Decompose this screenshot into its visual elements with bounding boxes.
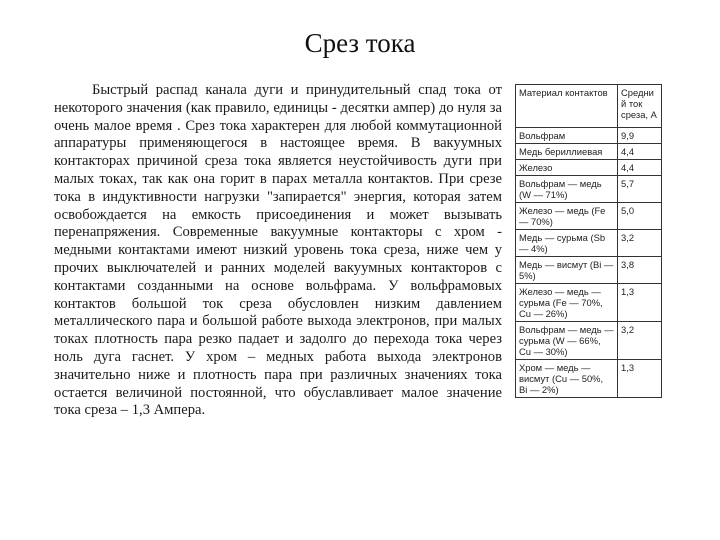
table-row — [516, 176, 662, 203]
table-header-row — [516, 85, 662, 128]
value-cell: 5,7 — [618, 176, 662, 203]
table-row — [516, 230, 662, 257]
header-chop-current: Средний ток среза, А — [618, 85, 662, 128]
value-cell: 1,3 — [618, 360, 662, 398]
table-row — [516, 160, 662, 176]
value-cell: 3,2 — [618, 230, 662, 257]
material-cell: Медь — висмут (Bi — 5%) — [516, 257, 618, 284]
material-cell: Медь — сурьма (Sb — 4%) — [516, 230, 618, 257]
value-cell: 1,3 — [618, 284, 662, 322]
material-cell: Железо — медь — сурьма (Fe — 70%, Cu — 26%) — [516, 284, 618, 322]
table-row — [516, 322, 662, 360]
header-material: Материал контактов — [516, 85, 618, 128]
table-row — [516, 360, 662, 398]
material-cell: Вольфрам — [516, 128, 618, 144]
value-cell: 9,9 — [618, 128, 662, 144]
material-cell: Медь бериллиевая — [516, 144, 618, 160]
material-cell: Вольфрам — медь — сурьма (W — 66%, Cu — 30%) — [516, 322, 618, 360]
table-row — [516, 128, 662, 144]
table-row — [516, 284, 662, 322]
material-cell: Железо — медь (Fe — 70%) — [516, 203, 618, 230]
material-cell: Вольфрам — медь (W — 71%) — [516, 176, 618, 203]
body-paragraph: Быстрый распад канала дуги и принудительный спад тока от некоторого значения (как правило, единицы - десятки ампер) до нуля за очень малое время . Срез тока характерен для любой коммутационной аппаратуры применяющегося в настоящее время. В вакуумных контакторах причиной среза тока является неустойчивость дуги при малых токах, так как она горит в парах металла контактов. При срезе тока в индуктивности нагрузки "запирается" энергия, которая затем освобождается на емкость присоединения и может вызывать перенапряжения. Современные вакуумные контакторы с хром - медными контактами имеют низкий уровень тока среза, ниже чем у прочих выключателей и ранних моделей вакуумных контакторов с контактами созданными на основе вольфрама. У вольфрамовых контактов большой ток среза обусловлен низким давлением металлического пара и большой работе выхода электронов, при малых токах плотность пара резко падает и задолго до перехода тока через ноль дуга гаснет. У хром – медных работа выхода электронов значительно ниже и плотность пара при различных значениях тока остается величиной постоянной, что обуславливает малое значение тока среза – 1,3 Ампера. — [54, 82, 502, 419]
value-cell: 4,4 — [618, 160, 662, 176]
current-chop-table — [515, 84, 662, 398]
slide-title: Срез тока — [304, 28, 416, 58]
table-row — [516, 144, 662, 160]
material-cell: Железо — [516, 160, 618, 176]
value-cell: 3,8 — [618, 257, 662, 284]
table-row — [516, 203, 662, 230]
table-row — [516, 257, 662, 284]
material-cell: Хром — медь — висмут (Cu — 50%, Bi — 2%) — [516, 360, 618, 398]
value-cell: 4,4 — [618, 144, 662, 160]
value-cell: 5,0 — [618, 203, 662, 230]
value-cell: 3,2 — [618, 322, 662, 360]
